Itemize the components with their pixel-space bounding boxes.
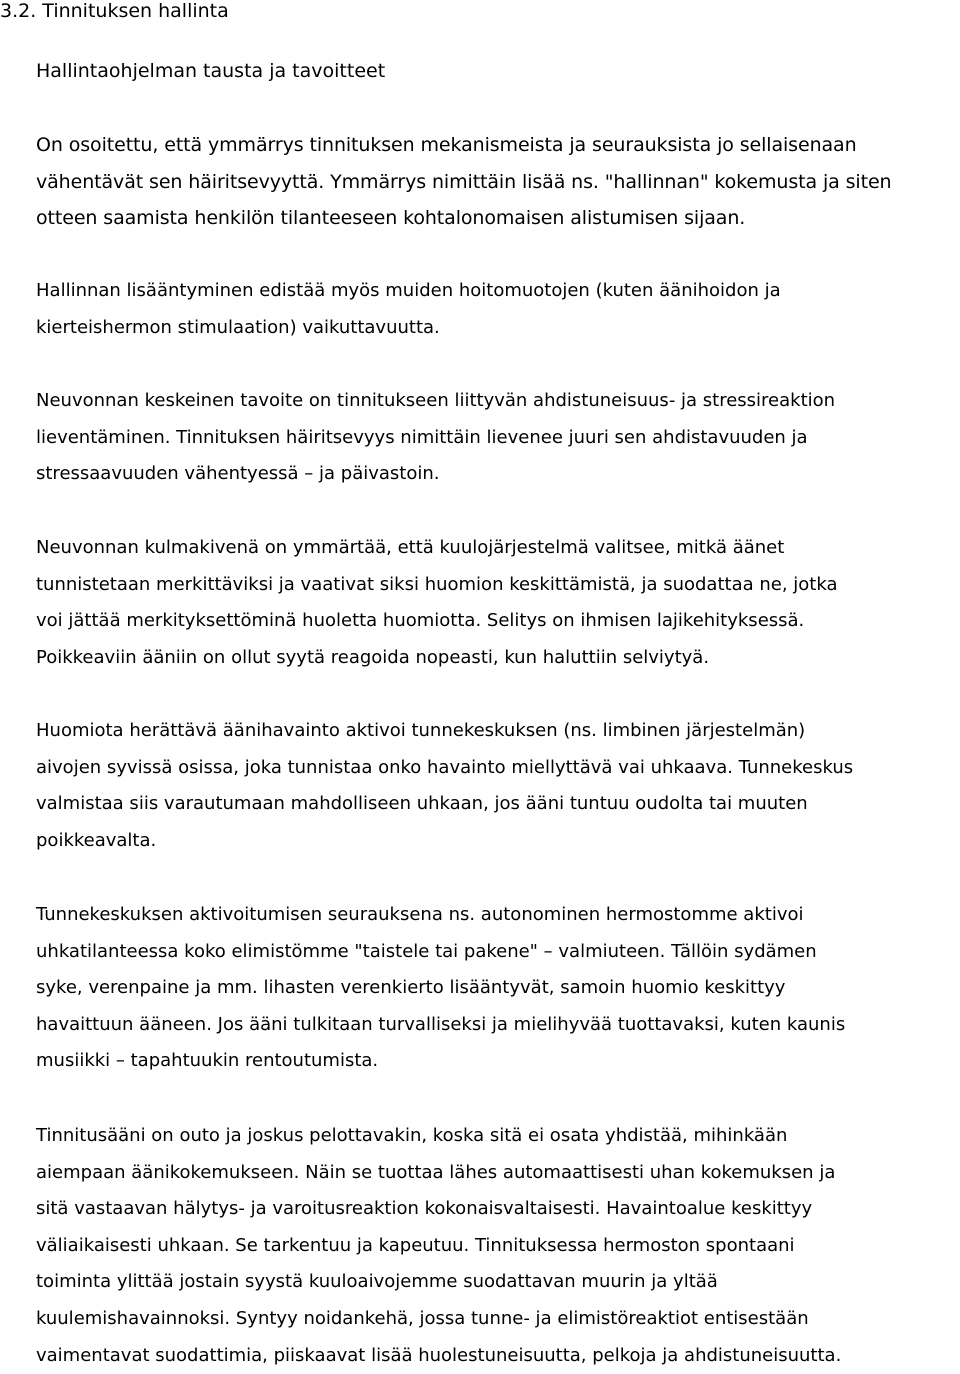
text-line: toiminta ylittää jostain syystä kuuloaivojemme suodattavan muurin ja yltää: [36, 1271, 718, 1293]
text-line: kuulemishavainnoksi. Syntyy noidankehä, jossa tunne- ja elimistöreaktiot entisestään: [36, 1307, 809, 1329]
paragraph-autonomic-response: [36, 897, 845, 1080]
text-line: otteen saamista henkilön tilanteeseen kohtalonomaisen alistumisen sijaan.: [36, 207, 746, 230]
text-line: Huomiota herättävä äänihavainto aktivoi tunnekeskuksen (ns. limbinen järjestelmän): [36, 720, 806, 741]
text-line: musiikki – tapahtuukin rentoutumista.: [36, 1050, 379, 1072]
text-line: poikkeavalta.: [36, 829, 157, 851]
paragraph-understanding: [36, 127, 891, 237]
paragraph-cornerstone: [36, 530, 837, 676]
text-line: havaittuun ääneen. Jos ääni tulkitaan turvalliseksi ja mielihyvää tuottavaksi, kuten kaunis: [36, 1013, 846, 1035]
text-line: Neuvonnan kulmakivenä on ymmärtää, että kuulojärjestelmä valitsee, mitkä äänet: [36, 537, 785, 558]
text-line: syke, verenpaine ja mm. lihasten verenkierto lisääntyvät, samoin huomio keskittyy: [36, 977, 786, 999]
text-line: tunnistetaan merkittäviksi ja vaativat siksi huomion keskittämistä, ja suodattaa ne, jotka: [36, 573, 838, 595]
paragraph-control: [36, 273, 781, 346]
text-line: sitä vastaavan hälytys- ja varoitusreaktion kokonaisvaltaisesti. Havaintoalue keskittyy: [36, 1198, 813, 1220]
text-line: Tinnitusääni on outo ja joskus pelottavakin, koska sitä ei osata yhdistää, mihinkään: [36, 1125, 788, 1146]
text-line: Hallinnan lisääntyminen edistää myös muiden hoitomuotojen (kuten äänihoidon ja: [36, 280, 781, 301]
text-line: valmistaa siis varautumaan mahdolliseen uhkaan, jos ääni tuntuu oudolta tai muuten: [36, 793, 808, 815]
text-line: On osoitettu, että ymmärrys tinnituksen mekanismeista ja seurauksista jo sellaisenaan: [36, 134, 857, 156]
text-line: uhkatilanteessa koko elimistömme "taistele tai pakene" – valmiuteen. Tällöin sydämen: [36, 940, 817, 962]
text-line: Tunnekeskuksen aktivoitumisen seurauksena ns. autonominen hermostomme aktivoi: [36, 904, 804, 925]
text-line: Neuvonnan keskeinen tavoite on tinnitukseen liittyvän ahdistuneisuus- ja stressireaktion: [36, 390, 836, 411]
section-subheading: Hallintaohjelman tausta ja tavoitteet: [36, 60, 386, 82]
paragraph-emotion-centre: [36, 713, 853, 859]
paragraph-tinnitus-sound: [36, 1118, 841, 1374]
text-line: vähentävät sen häiritsevyyttä. Ymmärrys nimittäin lisää ns. "hallinnan" kokemusta ja siten: [36, 170, 892, 193]
text-line: aiempaan äänikokemukseen. Näin se tuottaa lähes automaattisesti uhan kokemuksen ja: [36, 1161, 836, 1183]
text-line: väliaikaisesti uhkaan. Se tarkentuu ja kapeutuu. Tinnituksessa hermoston spontaani: [36, 1234, 795, 1256]
text-line: stressaavuuden vähentyessä – ja päivastoin.: [36, 463, 440, 485]
paragraph-counselling-goal: [36, 383, 835, 493]
section-heading: 3.2. Tinnituksen hallinta: [0, 0, 229, 22]
text-line: aivojen syvissä osissa, joka tunnistaa onko havainto miellyttävä vai uhkaava. Tunnekeskus: [36, 756, 854, 778]
text-line: kierteishermon stimulaation) vaikuttavuutta.: [36, 316, 440, 338]
text-line: lieventäminen. Tinnituksen häiritsevyys nimittäin lievenee juuri sen ahdistavuuden ja: [36, 426, 808, 448]
text-line: voi jättää merkityksettöminä huoletta huomiotta. Selitys on ihmisen lajikehityksessä.: [36, 610, 805, 632]
text-line: Poikkeaviin ääniin on ollut syytä reagoida nopeasti, kun haluttiin selviytyä.: [36, 646, 710, 668]
text-line: vaimentavat suodattimia, piiskaavat lisää huolestuneisuutta, pelkoja ja ahdistuneisuutta.: [36, 1344, 842, 1366]
